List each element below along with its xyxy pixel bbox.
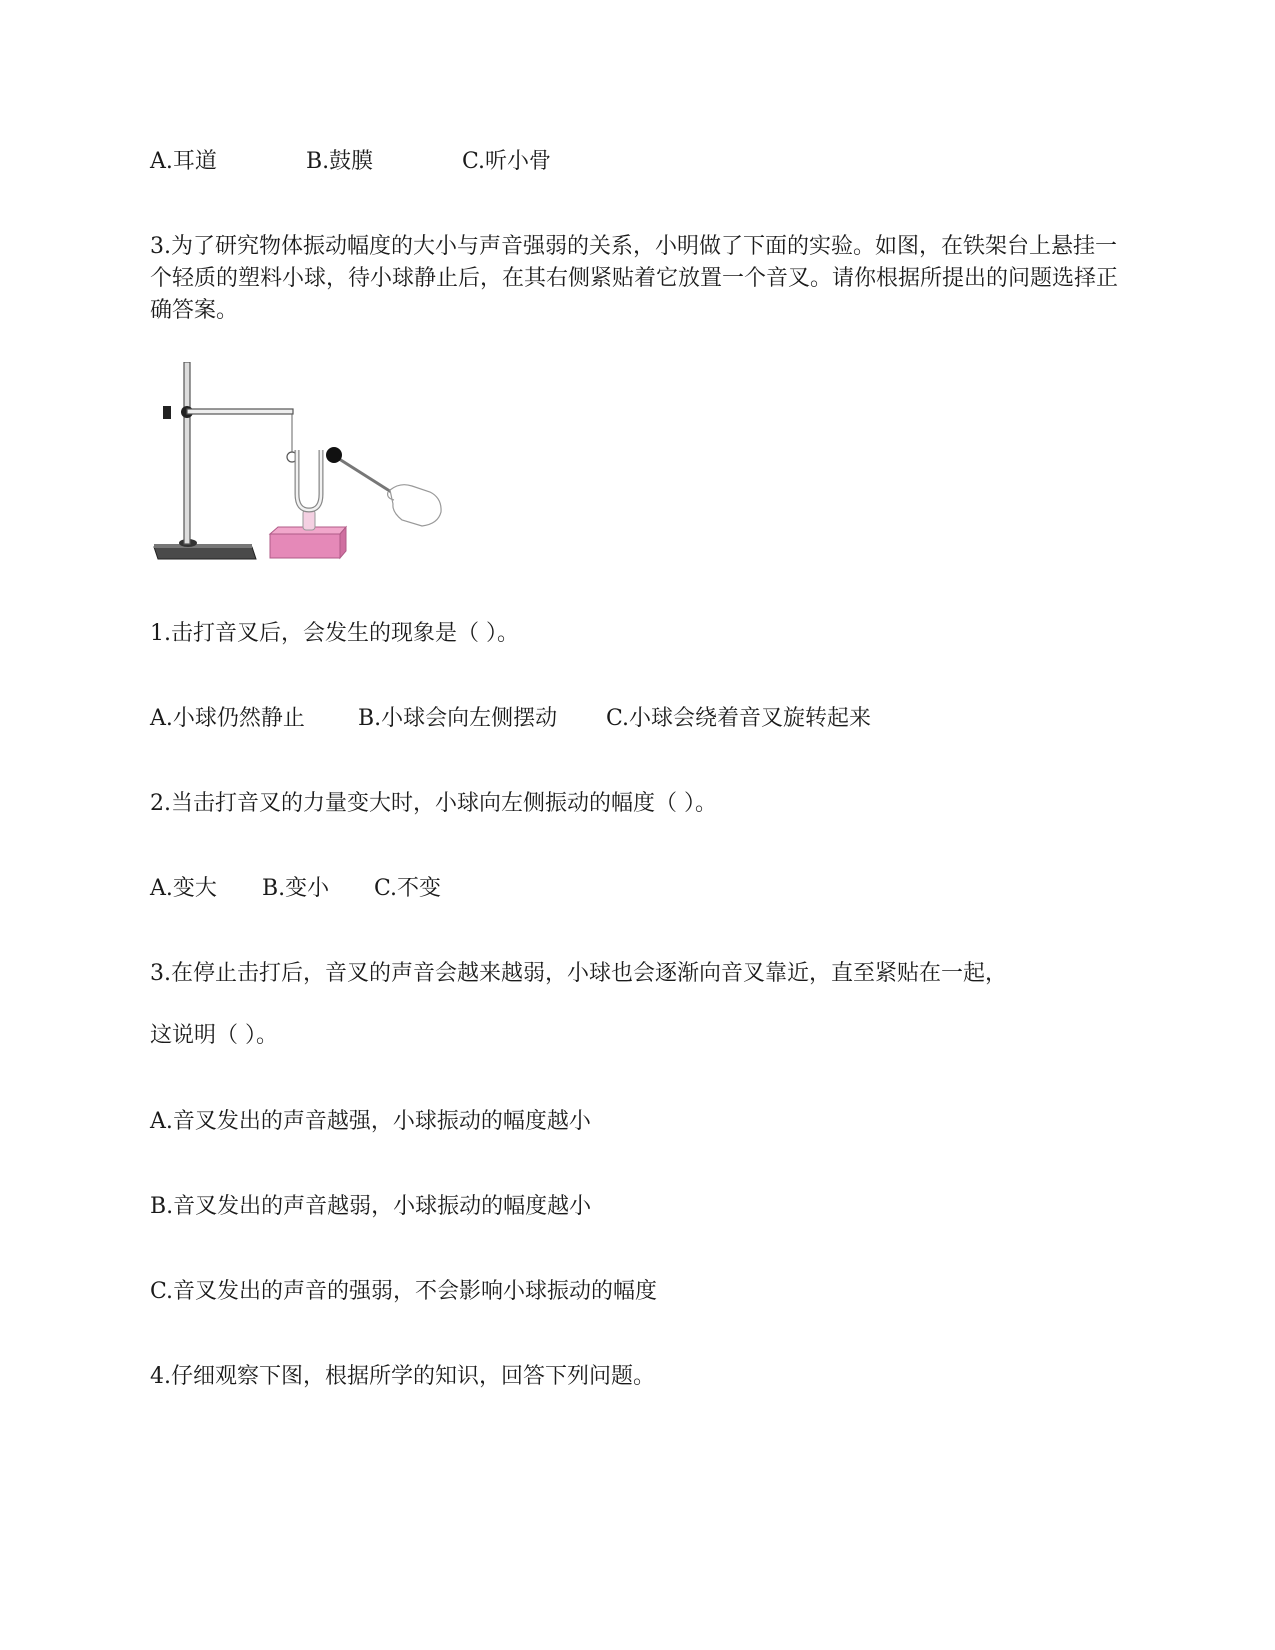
option-a: A.耳道: [150, 149, 217, 174]
option-b: B.变小: [262, 876, 330, 901]
option-c: C.小球会绕着音叉旋转起来: [606, 706, 872, 731]
option-c: C.听小骨: [462, 149, 552, 174]
sub-question-2-options: [150, 873, 441, 905]
sub-question-3-option-a: A.音叉发出的声音越强，小球振动的幅度越小: [150, 1109, 591, 1134]
option-b: B.鼓膜: [306, 149, 374, 174]
sub-question-3-line-1: 3.在停止击打后，音叉的声音会越来越弱，小球也会逐渐向音叉靠近，直至紧贴在一起，: [150, 961, 1007, 986]
sub-question-3-line-2: 这说明（ ）。: [150, 1023, 278, 1048]
sub-question-2: 2.当击打音叉的力量变大时，小球向左侧振动的幅度（ ）。: [150, 791, 717, 816]
option-c: C.不变: [374, 876, 442, 901]
tuning-fork-experiment-figure: [150, 362, 470, 582]
sub-question-3-option-b: B.音叉发出的声音越弱，小球振动的幅度越小: [150, 1194, 592, 1219]
sub-question-1-options: [150, 703, 871, 735]
option-a: A.变大: [150, 876, 217, 901]
sub-question-1: 1.击打音叉后，会发生的现象是（ ）。: [150, 621, 519, 646]
tuning-fork-experiment-illustration: [150, 362, 470, 582]
option-b: B.小球会向左侧摆动: [358, 706, 558, 731]
question-4-intro: 4.仔细观察下图，根据所学的知识，回答下列问题。: [150, 1364, 655, 1389]
option-a: A.小球仍然静止: [150, 706, 305, 731]
sub-question-3-option-c: C.音叉发出的声音的强弱，不会影响小球振动的幅度: [150, 1279, 658, 1304]
prev-question-options: [150, 146, 551, 178]
question-3-intro: 3.为了研究物体振动幅度的大小与声音强弱的关系，小明做了下面的实验。如图，在铁架台上悬挂一个轻质的塑料小球，待小球静止后，在其右侧紧贴着它放置一个音叉。请你根据所提出的问题选择正确答案。: [150, 234, 1119, 323]
